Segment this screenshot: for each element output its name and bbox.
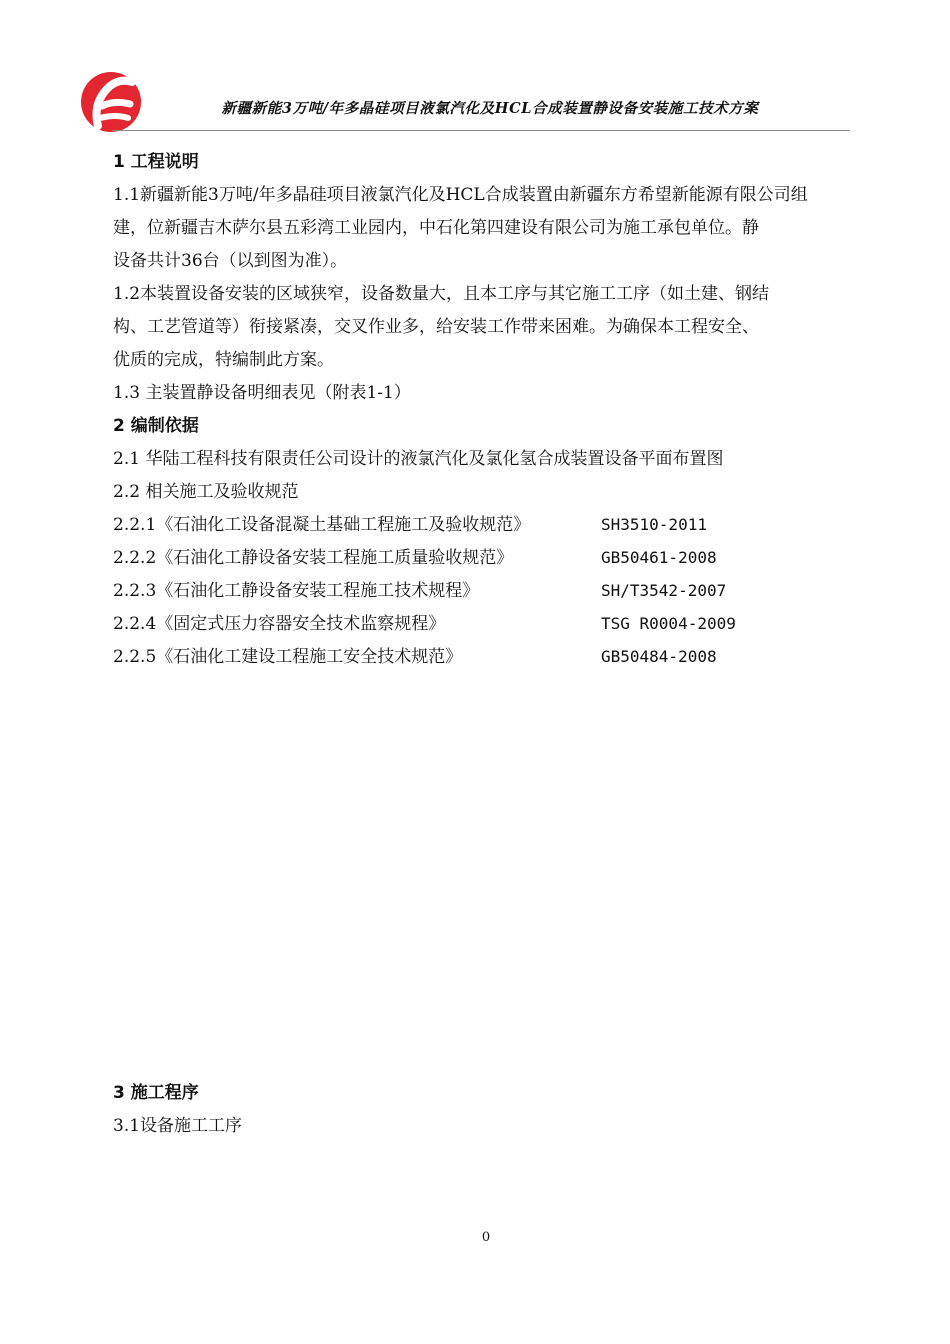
reference-title: 2.2.3《石油化工静设备安装工程施工技术规程》 xyxy=(113,581,480,601)
reference-code: GB50461-2008 xyxy=(601,548,717,567)
page-number: 0 xyxy=(481,1230,491,1245)
paragraph-1-1-line-2: 建，位新疆吉木萨尔县五彩湾工业园内，中石化第四建设有限公司为施工承包单位。静 xyxy=(113,218,759,238)
paragraph-1-2-line-1: 1.2本装置设备安装的区域狭窄，设备数量大，且本工序与其它施工工序（如土建、钢结 xyxy=(113,284,770,304)
reference-title: 2.2.5《石油化工建设工程施工安全技术规范》 xyxy=(113,647,463,667)
paragraph-1-2-line-2: 构、工艺管道等）衔接紧凑，交叉作业多，给安装工作带来困难。为确保本工程安全、 xyxy=(113,317,759,337)
reference-title: 2.2.1《石油化工设备混凝土基础工程施工及验收规范》 xyxy=(113,515,531,535)
section-2-heading: 2 编制依据 xyxy=(113,416,199,436)
section-3-heading: 3 施工程序 xyxy=(113,1083,199,1103)
section-1-heading: 1 工程说明 xyxy=(113,152,199,172)
paragraph-1-2-line-3: 优质的完成，特编制此方案。 xyxy=(113,350,334,370)
paragraph-2-2: 2.2 相关施工及验收规范 xyxy=(113,482,299,502)
paragraph-1-1-line-1: 1.1新疆新能3万吨/年多晶硅项目液氯汽化及HCL合成装置由新疆东方希望新能源有限公司组 xyxy=(113,185,808,205)
header-divider xyxy=(112,130,850,131)
paragraph-1-3: 1.3 主装置静设备明细表见（附表1-1） xyxy=(113,383,411,403)
paragraph-3-1: 3.1设备施工工序 xyxy=(113,1116,243,1136)
reference-code: TSG R0004-2009 xyxy=(601,614,736,633)
paragraph-2-1: 2.1 华陆工程科技有限责任公司设计的液氯汽化及氯化氢合成装置设备平面布置图 xyxy=(113,449,724,469)
document-header-title: 新疆新能3万吨/年多晶硅项目液氯汽化及HCL合成装置静设备安装施工技术方案 xyxy=(221,100,759,117)
paragraph-1-1-line-3: 设备共计36台（以到图为准）。 xyxy=(113,251,348,271)
reference-code: SH/T3542-2007 xyxy=(601,581,727,600)
reference-code: SH3510-2011 xyxy=(601,515,707,534)
reference-title: 2.2.4《固定式压力容器安全技术监察规程》 xyxy=(113,614,446,634)
reference-code: GB50484-2008 xyxy=(601,647,717,666)
company-logo xyxy=(76,68,146,136)
reference-title: 2.2.2《石油化工静设备安装工程施工质量验收规范》 xyxy=(113,548,514,568)
